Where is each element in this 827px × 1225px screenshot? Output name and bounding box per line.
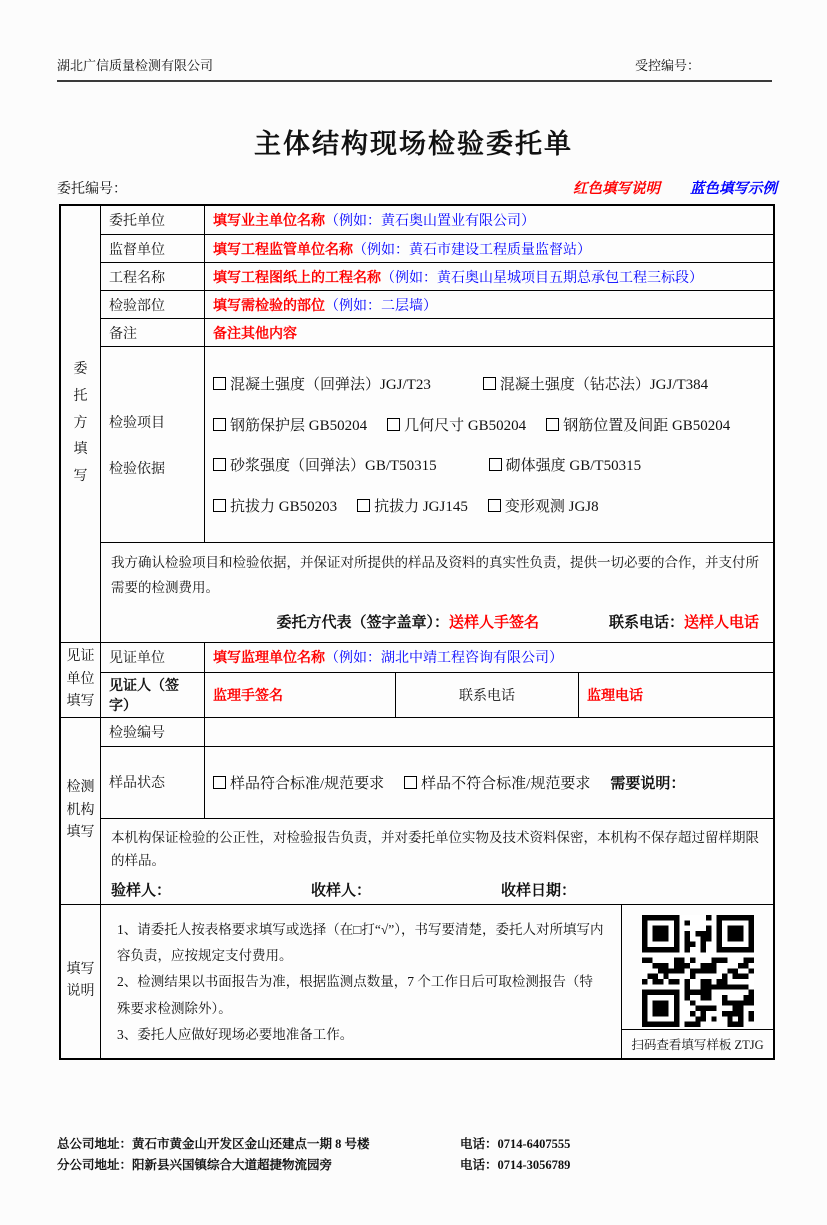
qr-caption: 扫码查看填写样板 ZTJG bbox=[622, 1029, 773, 1058]
checkbox-sample-not-ok[interactable] bbox=[404, 772, 590, 793]
checkbox-mortar-strength[interactable] bbox=[213, 454, 437, 475]
legend-red-note: 红色填写说明 bbox=[573, 181, 660, 197]
row-client-confirmation bbox=[101, 542, 773, 642]
example-text: （例如：黄石奥山星城项目五期总承包工程三标段） bbox=[381, 270, 703, 286]
checkbox-label: 抗拔力 JGJ145 bbox=[374, 499, 468, 516]
checkbox-line-3 bbox=[213, 454, 765, 475]
section-client-vertical-label bbox=[61, 206, 101, 642]
row-label: 工程名称 bbox=[101, 263, 205, 290]
section-client bbox=[61, 206, 773, 642]
qr-code bbox=[622, 905, 773, 1029]
hq-address: 总公司地址：黄石市黄金山开发区金山还建点一期 8 号楼 bbox=[57, 1136, 370, 1151]
phone-label: 联系电话 bbox=[459, 688, 515, 704]
row-label: 备注 bbox=[101, 319, 205, 346]
row-witness-unit bbox=[101, 643, 773, 672]
example-text: （例如：湖北中靖工程咨询有限公司） bbox=[325, 651, 563, 667]
row-label: 委托单位 bbox=[101, 206, 205, 234]
checkbox-sample-ok[interactable] bbox=[213, 772, 384, 793]
representative-signature: 送样人手签名 bbox=[448, 614, 539, 631]
controlled-no-label: 受控编号： bbox=[634, 58, 700, 73]
section-client-vertical-text: 委托方填写 bbox=[73, 362, 88, 484]
sample-state-area bbox=[205, 747, 773, 818]
checkbox-icon[interactable] bbox=[213, 377, 226, 390]
row-report-no bbox=[101, 718, 773, 746]
representative-label: 委托方代表（签字盖章）： bbox=[276, 614, 449, 631]
witness-signature: 监理手签名 bbox=[213, 688, 283, 704]
checkbox-geometry[interactable] bbox=[387, 414, 526, 435]
hq-phone: 电话：0714-6407555 bbox=[460, 1136, 571, 1151]
row-label: 样品状态 bbox=[101, 747, 205, 818]
checker-label: 验样人： bbox=[111, 882, 172, 899]
checkbox-line-1 bbox=[213, 373, 765, 394]
instruction-text: 填写工程监管单位名称 bbox=[213, 242, 353, 258]
checkbox-pullout-jgj[interactable] bbox=[357, 495, 468, 516]
phone-value: 监理电话 bbox=[587, 688, 643, 704]
page-header bbox=[57, 55, 770, 74]
phone-value: 送样人电话 bbox=[683, 614, 759, 631]
checkbox-label: 钢筋保护层 GB50204 bbox=[230, 417, 368, 434]
branch-phone: 电话：0714-3056789 bbox=[460, 1158, 571, 1173]
subheader-row bbox=[57, 177, 777, 198]
checkbox-icon[interactable] bbox=[387, 418, 400, 431]
section-notes bbox=[61, 904, 773, 1058]
checkbox-icon[interactable] bbox=[546, 418, 559, 431]
checkbox-line-2 bbox=[213, 414, 765, 435]
checkbox-label: 样品符合标准/规范要求 bbox=[230, 775, 385, 792]
witness-signature-cell bbox=[205, 673, 396, 717]
checkbox-label: 混凝土强度（钻芯法）JGJ/T384 bbox=[499, 376, 709, 393]
instruction-text: 填写工程图纸上的工程名称 bbox=[213, 270, 381, 286]
checkbox-icon[interactable] bbox=[488, 499, 501, 512]
section-agency bbox=[61, 717, 773, 904]
row-supervise-unit bbox=[101, 234, 773, 262]
representative-sign-line bbox=[111, 611, 759, 632]
checkbox-icon[interactable] bbox=[404, 776, 417, 789]
branch-address: 分公司地址：阳新县兴国镇综合大道超捷物流园旁 bbox=[57, 1158, 333, 1173]
section-witness-vertical-text: 见证单位填写 bbox=[66, 649, 95, 710]
checkbox-rebar-position[interactable] bbox=[546, 414, 730, 435]
section-witness bbox=[61, 642, 773, 717]
note-3: 3、委托人应做好现场必要地准备工作。 bbox=[117, 1027, 354, 1043]
fill-area bbox=[205, 206, 773, 234]
checkbox-label: 抗拔力 GB50203 bbox=[230, 499, 338, 516]
row-inspect-part bbox=[101, 290, 773, 318]
inspection-basis-label: 检验依据 bbox=[109, 461, 165, 477]
row-label: 检验编号 bbox=[101, 718, 205, 746]
footer-hq-line bbox=[57, 1134, 827, 1155]
checkbox-icon[interactable] bbox=[489, 458, 502, 471]
phone-label: 联系电话： bbox=[608, 614, 684, 631]
inspection-checkbox-area bbox=[205, 347, 773, 542]
checkbox-icon[interactable] bbox=[213, 776, 226, 789]
witness-phone-value-cell bbox=[579, 673, 773, 717]
legend-blue-note: 蓝色填写示例 bbox=[690, 181, 777, 197]
instruction-text: 填写需检验的部位 bbox=[213, 298, 325, 314]
agency-statement: 本机构保证检验的公正性，对检验报告负责，并对委托单位实物及技术资料保密，本机构不保存超过留样期限的样品。 bbox=[111, 829, 759, 868]
company-name: 湖北广信质量检测有限公司 bbox=[57, 58, 214, 73]
sample-state-line bbox=[213, 772, 685, 793]
receiver-label: 收样人： bbox=[311, 882, 372, 899]
row-inspection-items bbox=[101, 346, 773, 542]
note-2: 2、检测结果以书面报告为准，根据监测点数量，7 个工作日后可取检测报告（特殊要求检测除外）。 bbox=[117, 974, 593, 1016]
fill-area bbox=[205, 291, 773, 318]
checkbox-pullout-gb[interactable] bbox=[213, 495, 337, 516]
row-label: 见证人（签字） bbox=[101, 673, 205, 717]
checkbox-rebar-cover[interactable] bbox=[213, 414, 367, 435]
section-agency-vertical-label bbox=[61, 718, 101, 904]
receive-date-label: 收样日期： bbox=[501, 882, 577, 899]
checkbox-icon[interactable] bbox=[213, 418, 226, 431]
checkbox-icon[interactable] bbox=[213, 499, 226, 512]
checkbox-icon[interactable] bbox=[357, 499, 370, 512]
example-text: （例如：黄石奥山置业有限公司） bbox=[325, 214, 535, 229]
checkbox-label: 砂浆强度（回弹法）GB/T50315 bbox=[230, 458, 437, 475]
checkbox-concrete-core[interactable] bbox=[483, 373, 708, 394]
checkbox-label: 变形观测 JGJ8 bbox=[504, 499, 599, 516]
notes-text-area bbox=[101, 905, 621, 1058]
fill-area bbox=[205, 319, 773, 346]
section-witness-vertical-label bbox=[61, 643, 101, 717]
example-text: （例如：二层墙） bbox=[325, 298, 437, 314]
row-entrust-unit bbox=[101, 206, 773, 234]
section-agency-vertical-text: 检测机构填写 bbox=[66, 780, 95, 841]
row-label: 见证单位 bbox=[101, 643, 205, 672]
checkbox-masonry-strength[interactable] bbox=[489, 454, 641, 475]
note-1: 1、请委托人按表格要求填写或选择（在□打“√”），书写要清楚，委托人对所填写内容负责，应按规定支付费用。 bbox=[117, 921, 604, 964]
qr-cell bbox=[621, 905, 773, 1058]
witness-phone-label-cell bbox=[396, 673, 579, 717]
inspection-items-label: 检验项目 bbox=[109, 415, 165, 431]
need-note-label: 需要说明： bbox=[610, 775, 686, 792]
entrust-no-label: 委托编号： bbox=[57, 182, 127, 197]
row-label: 监督单位 bbox=[101, 235, 205, 262]
checkbox-concrete-rebound[interactable] bbox=[213, 373, 431, 394]
agency-sign-line bbox=[111, 879, 763, 900]
footer-branch-line bbox=[57, 1155, 827, 1176]
fill-area bbox=[205, 643, 773, 672]
instruction-text: 填写监理单位名称 bbox=[213, 651, 325, 667]
fill-area bbox=[205, 235, 773, 262]
row-remark bbox=[101, 318, 773, 346]
checkbox-label: 砌体强度 GB/T50315 bbox=[505, 458, 642, 475]
checkbox-icon[interactable] bbox=[213, 458, 226, 471]
commission-form-table bbox=[59, 204, 775, 1060]
section-notes-vertical-label bbox=[61, 905, 101, 1058]
checkbox-deformation[interactable] bbox=[488, 495, 599, 516]
inspection-row-label bbox=[101, 347, 205, 542]
fill-area bbox=[205, 263, 773, 290]
row-agency-statement bbox=[101, 818, 773, 904]
header-divider bbox=[57, 80, 772, 82]
instruction-text: 备注其他内容 bbox=[213, 326, 297, 342]
row-witness-signer bbox=[101, 672, 773, 717]
report-no-fill-area bbox=[205, 718, 773, 746]
checkbox-label: 钢筋位置及间距 GB50204 bbox=[563, 417, 731, 434]
row-label: 检验部位 bbox=[101, 291, 205, 318]
checkbox-label: 混凝土强度（回弹法）JGJ/T23 bbox=[230, 376, 431, 393]
checkbox-label: 样品不符合标准/规范要求 bbox=[421, 775, 591, 792]
checkbox-icon[interactable] bbox=[483, 377, 496, 390]
row-sample-state bbox=[101, 746, 773, 818]
confirmation-statement: 我方确认检验项目和检验依据，并保证对所提供的样品及资料的真实性负责，提供一切必要的合作，并支付所需要的检测费用。 bbox=[111, 555, 759, 595]
checkbox-label: 几何尺寸 GB50204 bbox=[404, 417, 527, 434]
legend bbox=[573, 177, 777, 198]
row-project-name bbox=[101, 262, 773, 290]
section-notes-vertical-text: 填写说明 bbox=[66, 961, 95, 1000]
page-title: 主体结构现场检验委托单 bbox=[254, 129, 573, 159]
document-page bbox=[0, 55, 827, 1225]
example-text: （例如：黄石市建设工程质量监督站） bbox=[353, 242, 591, 258]
checkbox-line-4 bbox=[213, 495, 765, 516]
instruction-text: 填写业主单位名称 bbox=[213, 214, 325, 229]
